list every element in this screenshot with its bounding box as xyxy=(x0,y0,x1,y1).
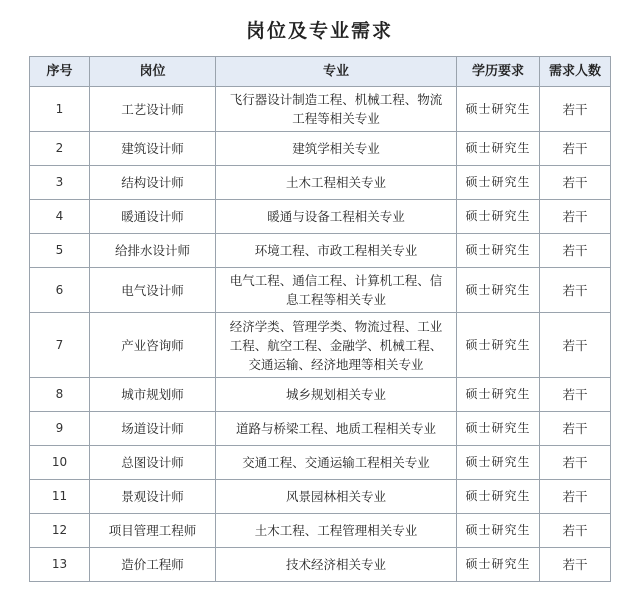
cell-education: 硕士研究生 xyxy=(457,234,540,268)
cell-education: 硕士研究生 xyxy=(457,166,540,200)
cell-no: 8 xyxy=(30,378,90,412)
cell-education: 硕士研究生 xyxy=(457,514,540,548)
header-no: 序号 xyxy=(30,57,90,87)
cell-position: 项目管理工程师 xyxy=(90,514,216,548)
header-education: 学历要求 xyxy=(457,57,540,87)
header-position: 岗位 xyxy=(90,57,216,87)
cell-position: 造价工程师 xyxy=(90,548,216,582)
cell-position: 暖通设计师 xyxy=(90,200,216,234)
cell-major: 风景园林相关专业 xyxy=(216,480,457,514)
cell-education: 硕士研究生 xyxy=(457,268,540,313)
cell-count: 若干 xyxy=(540,514,611,548)
cell-education: 硕士研究生 xyxy=(457,446,540,480)
header-count: 需求人数 xyxy=(540,57,611,87)
table-row xyxy=(30,313,611,378)
table-row xyxy=(30,200,611,234)
cell-count: 若干 xyxy=(540,200,611,234)
cell-count: 若干 xyxy=(540,234,611,268)
cell-count: 若干 xyxy=(540,87,611,132)
table-row xyxy=(30,87,611,132)
cell-major: 城乡规划相关专业 xyxy=(216,378,457,412)
table-row xyxy=(30,446,611,480)
cell-position: 总图设计师 xyxy=(90,446,216,480)
cell-major: 环境工程、市政工程相关专业 xyxy=(216,234,457,268)
cell-count: 若干 xyxy=(540,446,611,480)
page-title: 岗位及专业需求 xyxy=(245,20,393,42)
cell-education: 硕士研究生 xyxy=(457,313,540,378)
cell-no: 10 xyxy=(30,446,90,480)
cell-count: 若干 xyxy=(540,548,611,582)
cell-no: 11 xyxy=(30,480,90,514)
cell-education: 硕士研究生 xyxy=(457,378,540,412)
cell-position: 建筑设计师 xyxy=(90,132,216,166)
cell-no: 13 xyxy=(30,548,90,582)
cell-position: 景观设计师 xyxy=(90,480,216,514)
table-row xyxy=(30,480,611,514)
cell-major: 技术经济相关专业 xyxy=(216,548,457,582)
header-major: 专业 xyxy=(216,57,457,87)
cell-no: 12 xyxy=(30,514,90,548)
cell-count: 若干 xyxy=(540,313,611,378)
cell-education: 硕士研究生 xyxy=(457,412,540,446)
cell-major: 飞行器设计制造工程、机械工程、物流工程等相关专业 xyxy=(216,87,457,132)
cell-count: 若干 xyxy=(540,132,611,166)
cell-position: 场道设计师 xyxy=(90,412,216,446)
cell-no: 7 xyxy=(30,313,90,378)
cell-position: 城市规划师 xyxy=(90,378,216,412)
cell-count: 若干 xyxy=(540,166,611,200)
cell-no: 4 xyxy=(30,200,90,234)
cell-no: 6 xyxy=(30,268,90,313)
table-row xyxy=(30,268,611,313)
table-row xyxy=(30,132,611,166)
cell-major: 交通工程、交通运输工程相关专业 xyxy=(216,446,457,480)
cell-no: 1 xyxy=(30,87,90,132)
cell-education: 硕士研究生 xyxy=(457,87,540,132)
cell-position: 电气设计师 xyxy=(90,268,216,313)
requirements-table xyxy=(29,56,611,582)
cell-education: 硕士研究生 xyxy=(457,200,540,234)
cell-no: 5 xyxy=(30,234,90,268)
cell-major: 土木工程、工程管理相关专业 xyxy=(216,514,457,548)
cell-no: 3 xyxy=(30,166,90,200)
cell-major: 建筑学相关专业 xyxy=(216,132,457,166)
cell-no: 9 xyxy=(30,412,90,446)
table-row xyxy=(30,548,611,582)
cell-count: 若干 xyxy=(540,480,611,514)
table-row xyxy=(30,514,611,548)
cell-education: 硕士研究生 xyxy=(457,132,540,166)
cell-count: 若干 xyxy=(540,412,611,446)
cell-major: 经济学类、管理学类、物流过程、工业工程、航空工程、金融学、机械工程、交通运输、经济地理等相关专业 xyxy=(216,313,457,378)
cell-position: 工艺设计师 xyxy=(90,87,216,132)
cell-major: 道路与桥梁工程、地质工程相关专业 xyxy=(216,412,457,446)
cell-position: 给排水设计师 xyxy=(90,234,216,268)
cell-count: 若干 xyxy=(540,268,611,313)
table-row xyxy=(30,378,611,412)
table-row xyxy=(30,234,611,268)
cell-education: 硕士研究生 xyxy=(457,548,540,582)
cell-position: 结构设计师 xyxy=(90,166,216,200)
table-row xyxy=(30,166,611,200)
cell-position: 产业咨询师 xyxy=(90,313,216,378)
table-header-row xyxy=(30,57,611,87)
cell-major: 土木工程相关专业 xyxy=(216,166,457,200)
table-row xyxy=(30,412,611,446)
cell-major: 电气工程、通信工程、计算机工程、信息工程等相关专业 xyxy=(216,268,457,313)
cell-education: 硕士研究生 xyxy=(457,480,540,514)
cell-count: 若干 xyxy=(540,378,611,412)
cell-no: 2 xyxy=(30,132,90,166)
cell-major: 暖通与设备工程相关专业 xyxy=(216,200,457,234)
